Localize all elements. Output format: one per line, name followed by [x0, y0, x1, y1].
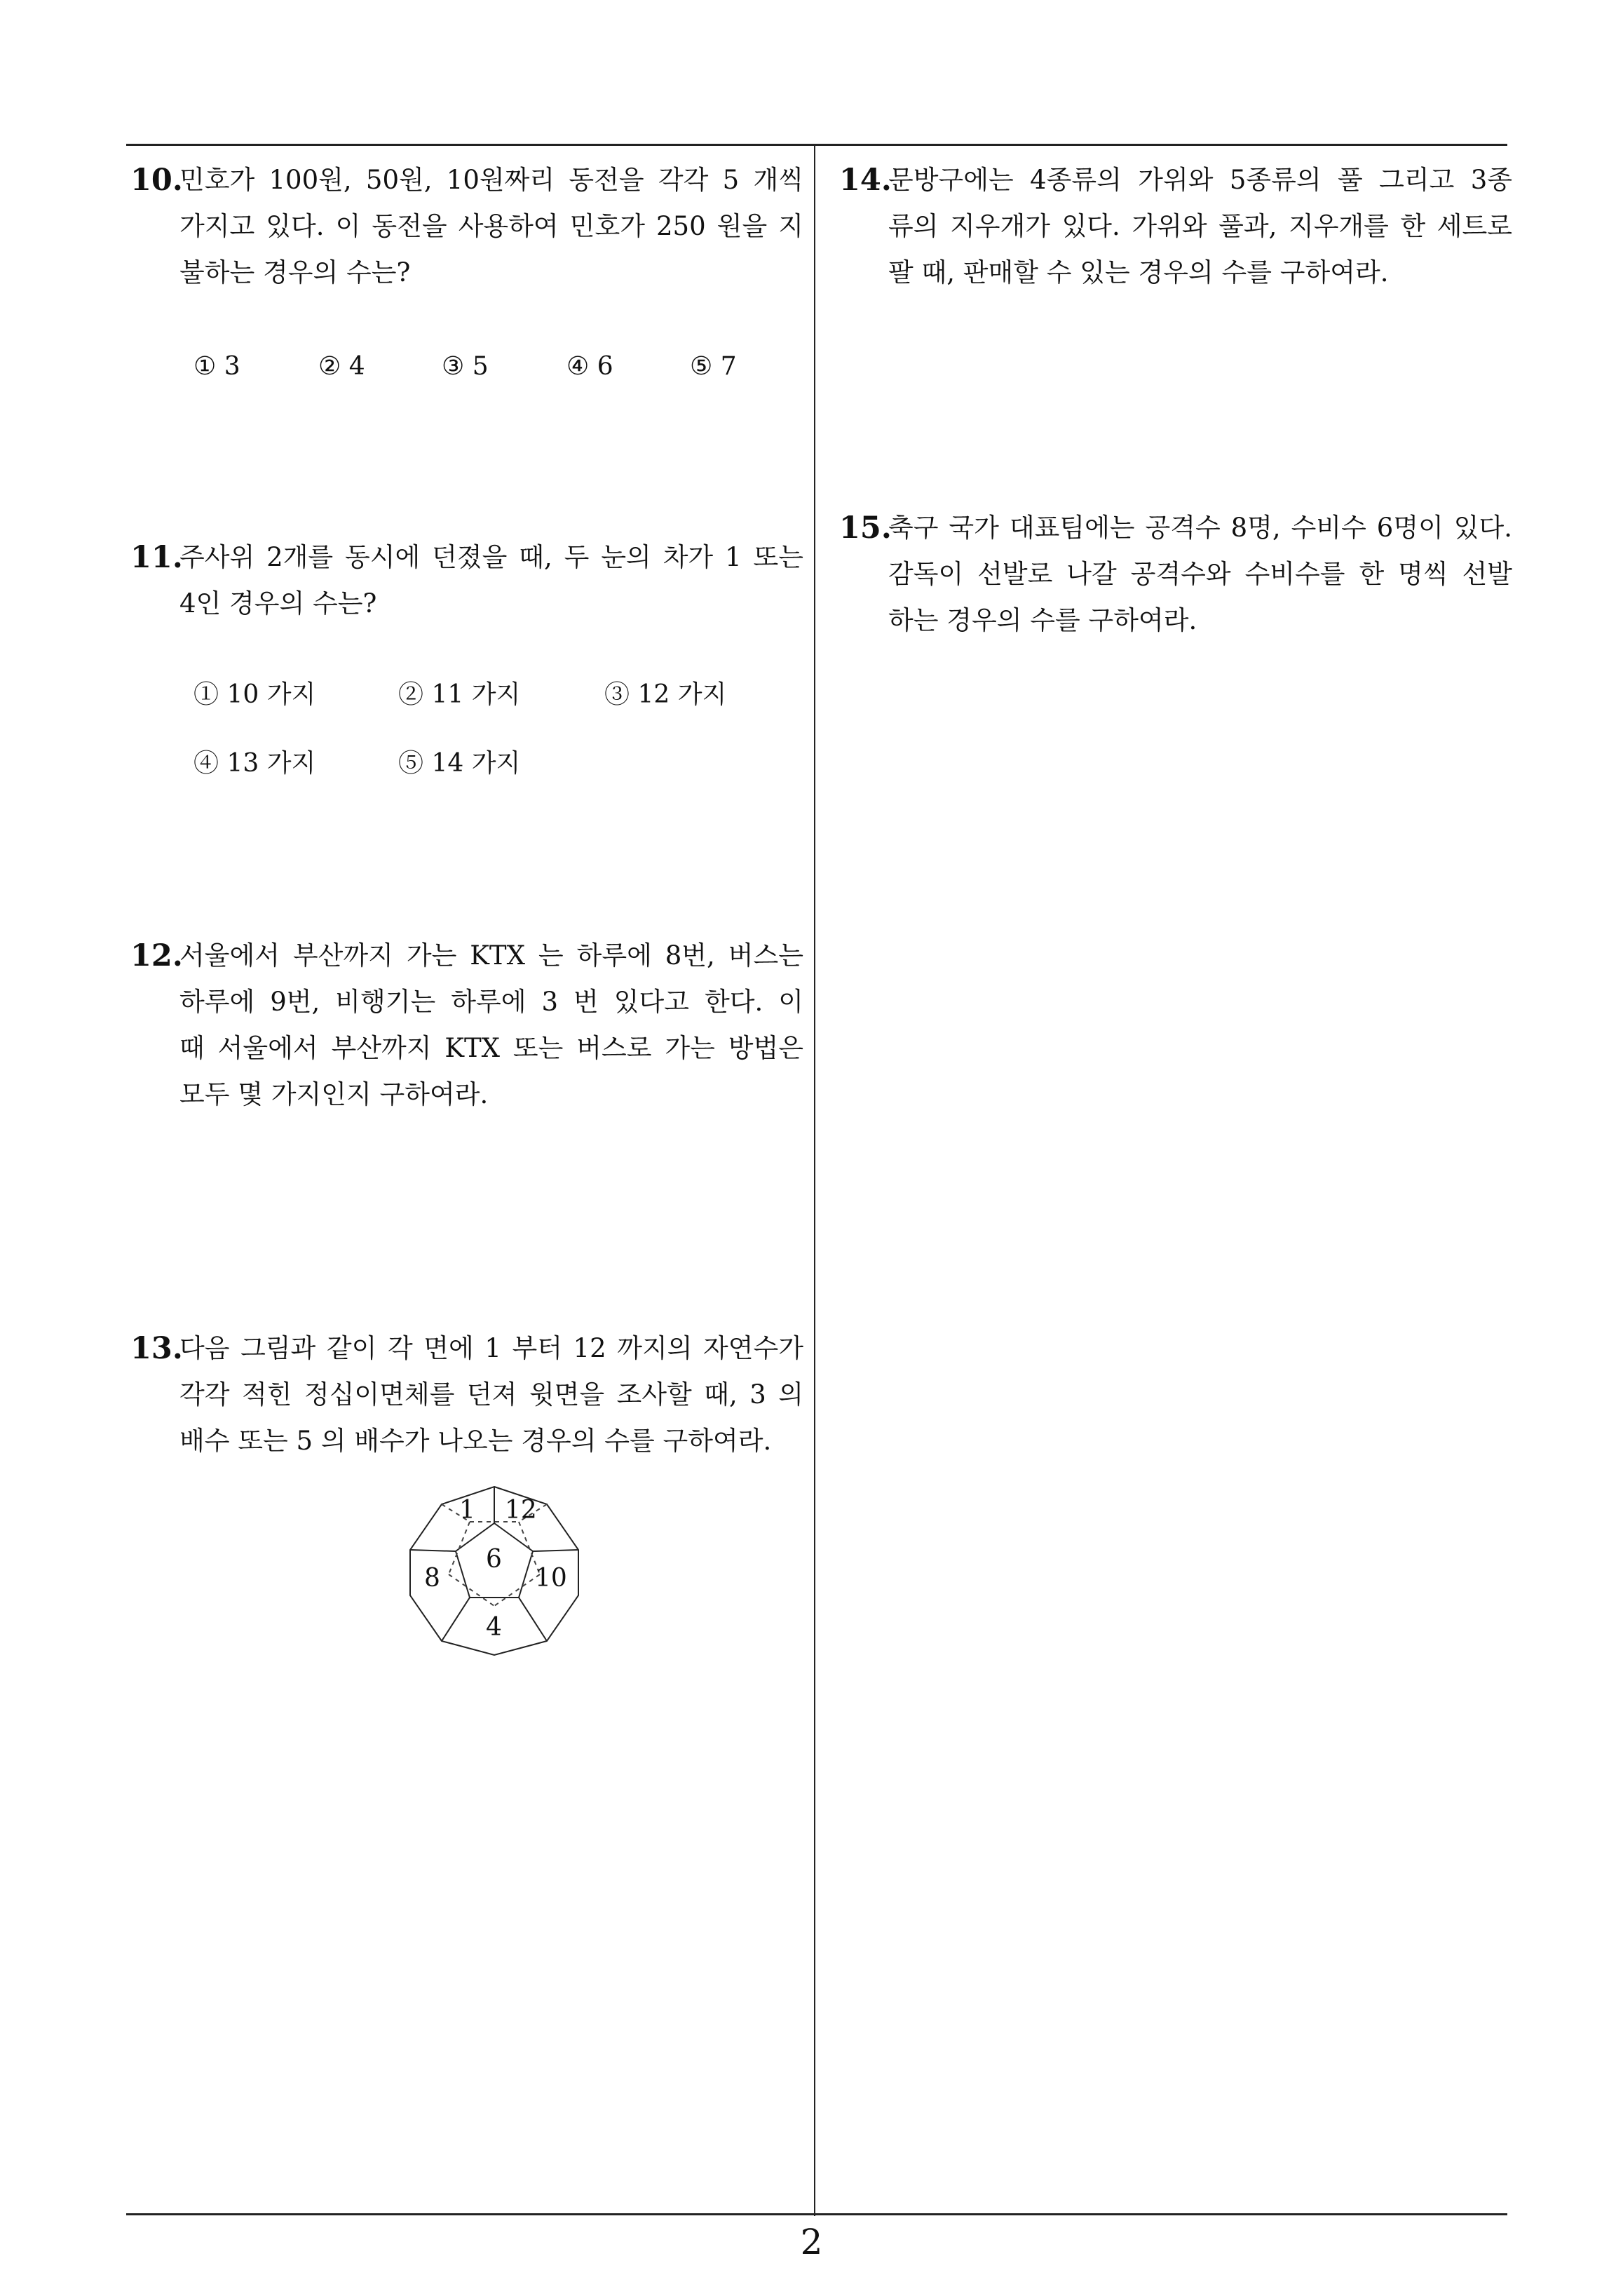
question-line: 민호가 100원, 50원, 10원짜리 동전을 각각 5 개씩 — [179, 165, 803, 195]
question-number: 14. — [839, 163, 892, 198]
face-label-4: 4 — [486, 1613, 502, 1642]
face-label-8: 8 — [424, 1564, 440, 1593]
question-line: 축구 국가 대표팀에는 공격수 8명, 수비수 6명이 있다. — [888, 513, 1512, 543]
choice-4[interactable]: ④ 6 — [566, 352, 613, 381]
question-line: 모두 몇 가지인지 구하여라. — [179, 1079, 489, 1109]
choice-2[interactable]: ② 4 — [318, 352, 365, 381]
question-line: 서울에서 부산까지 가는 KTX 는 하루에 8번, 버스는 — [179, 940, 803, 971]
question-text — [888, 505, 1512, 644]
question-text — [179, 534, 803, 627]
column-divider — [814, 144, 815, 2216]
question-text — [179, 157, 803, 296]
question-text — [179, 933, 803, 1118]
choice-4[interactable]: ④ 13 가지 — [193, 749, 316, 778]
top-rule — [126, 144, 1507, 146]
question-number: 11. — [130, 540, 183, 575]
question-line: 때 서울에서 부산까지 KTX 또는 버스로 가는 방법은 — [179, 1033, 803, 1063]
question-line: 가지고 있다. 이 동전을 사용하여 민호가 250 원을 지 — [179, 211, 803, 241]
question-number: 15. — [839, 511, 892, 546]
choice-1[interactable]: ① 10 가지 — [193, 680, 316, 709]
question-line: 문방구에는 4종류의 가위와 5종류의 풀 그리고 3종 — [888, 165, 1512, 195]
page-number: 2 — [800, 2222, 823, 2262]
face-label-10: 10 — [535, 1564, 567, 1593]
choice-2[interactable]: ② 11 가지 — [398, 680, 521, 709]
choice-1[interactable]: ① 3 — [193, 352, 240, 381]
question-line: 4인 경우의 수는? — [179, 588, 377, 619]
question-line: 팔 때, 판매할 수 있는 경우의 수를 구하여라. — [888, 257, 1389, 288]
question-text — [888, 157, 1512, 296]
question-text — [179, 1325, 803, 1464]
question-line: 하는 경우의 수를 구하여라. — [888, 605, 1197, 635]
dodecahedron-figure — [400, 1480, 589, 1662]
question-number: 10. — [130, 163, 183, 198]
question-line: 하루에 9번, 비행기는 하루에 3 번 있다고 한다. 이 — [179, 987, 803, 1017]
question-line: 각각 적힌 정십이면체를 던져 윗면을 조사할 때, 3 의 — [179, 1379, 803, 1410]
choice-5[interactable]: ⑤ 14 가지 — [398, 749, 521, 778]
face-label-12: 12 — [505, 1496, 537, 1525]
face-label-1: 1 — [459, 1496, 475, 1525]
face-label-6: 6 — [486, 1545, 502, 1574]
choice-5[interactable]: ⑤ 7 — [690, 352, 737, 381]
question-line: 감독이 선발로 나갈 공격수와 수비수를 한 명씩 선발 — [888, 559, 1512, 589]
question-number: 12. — [130, 938, 183, 973]
choice-3[interactable]: ③ 12 가지 — [604, 680, 727, 709]
question-line: 불하는 경우의 수는? — [179, 257, 411, 288]
bottom-rule — [126, 2213, 1507, 2215]
question-number: 13. — [130, 1331, 183, 1366]
question-line: 배수 또는 5 의 배수가 나오는 경우의 수를 구하여라. — [179, 1426, 772, 1456]
question-line: 주사위 2개를 동시에 던졌을 때, 두 눈의 차가 1 또는 — [179, 542, 803, 572]
question-line: 류의 지우개가 있다. 가위와 풀과, 지우개를 한 세트로 — [888, 211, 1512, 241]
question-line: 다음 그림과 같이 각 면에 1 부터 12 까지의 자연수가 — [179, 1333, 803, 1363]
choice-3[interactable]: ③ 5 — [442, 352, 489, 381]
